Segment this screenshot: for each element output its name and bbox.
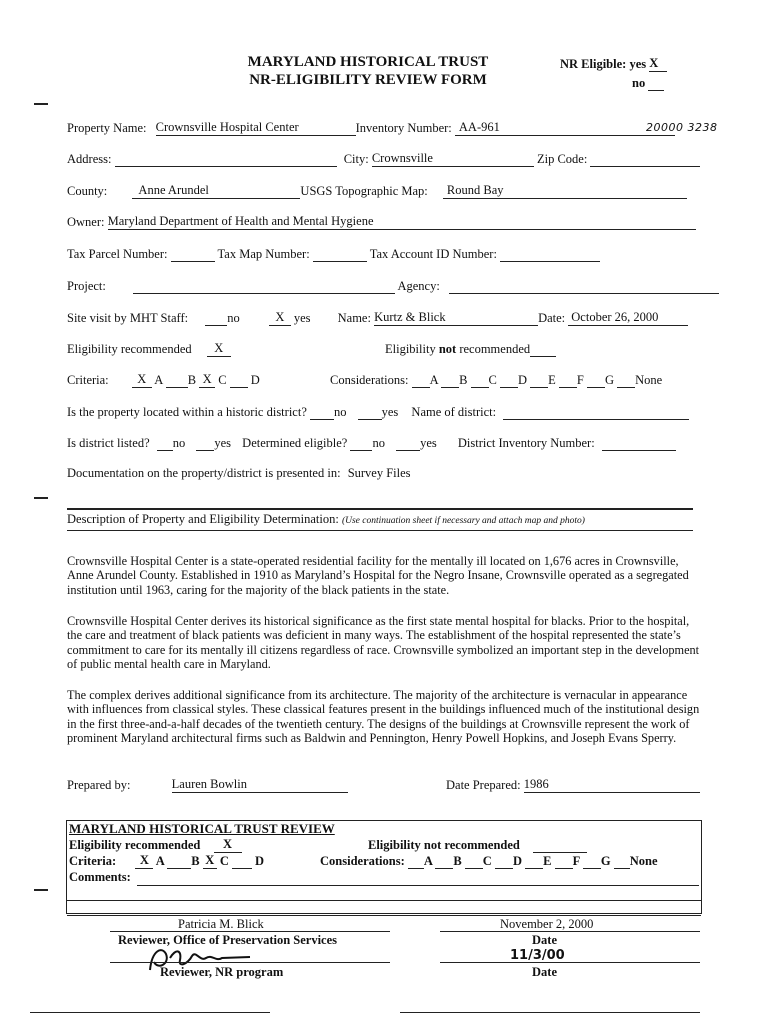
inventory-number-value: AA-961 [458,120,500,134]
considerations-label: Considerations: [330,373,409,387]
project-field[interactable] [133,278,395,294]
district-listed-yes-field[interactable] [196,435,214,451]
cons-e: E [548,373,556,387]
property-name-value: Crownsville Hospital Center [155,120,299,134]
form-title-line2: NR-ELIGIBILITY REVIEW FORM [249,72,487,88]
review-cons-a-field[interactable] [408,853,424,869]
inventory-number-label: Inventory Number: [355,121,452,135]
date-prepared-label: Date Prepared: [446,778,521,792]
tax-account-label: Tax Account ID Number: [369,247,497,261]
cons-a: A [429,373,438,387]
county-label: County: [67,184,108,198]
review-cons-none-field[interactable] [614,853,630,869]
zip-field[interactable] [590,151,700,167]
margin-mark [34,497,48,499]
review-criteria-b: B [191,854,200,868]
date-prepared-value: 1986 [523,777,549,791]
comments-line-1[interactable] [137,885,699,886]
review-criteria-label: Criteria: [69,854,117,868]
review-cons-a: A [423,854,433,868]
district-inventory-field[interactable] [602,435,676,451]
district-listed-question: Is district listed? [67,436,150,450]
review-heading: MARYLAND HISTORICAL TRUST REVIEW [69,821,335,836]
date-label: Date: [538,311,566,325]
criteria-a-label: A [154,373,163,387]
cons-d: D [518,373,528,387]
description-paragraph-2: Crownsville Hospital Center derives its historical significance as the first state mental hospital for blacks. Prior to the hospital, the care and treatment of black patients was deficient in many ways. The establishment of the hospital represented the state’s commitment to care for its mentally ill citizens regardless of race. Crownsville symbolized an important step in the development of public mental health care in Maryland. [67,614,700,672]
criteria-c-label: C [218,373,227,387]
eligibility-not-pre: Eligibility [385,342,436,356]
cons-f-field[interactable] [559,372,577,388]
city-value: Crownsville [371,151,433,165]
description-paragraph-3: The complex derives additional significance from its architecture. The majority of the architecture is vernacular in appearance with influences from classical styles. These classical features present in the buildings influenced much of the institutional design in the first three-and-a-half decades of the twentieth century. The designs of the buildings at Crownsville represent the work of prominent Maryland architectural firms such as Baldwin and Pennington, Henry Powell Hopkins, and Joseph Evans Sperry. [67,688,700,746]
review-eligibility-not-label: Eligibility not recommended [368,838,520,852]
row-site-visit [67,310,688,326]
criteria-c-mark: X [202,372,212,386]
row-prepared-by [67,777,348,793]
district-listed-yes-label: yes [214,436,232,450]
review-criteria-c: C [219,854,229,868]
review-criteria-c-mark: X [205,853,215,867]
historic-no-field[interactable] [310,404,334,420]
city-field[interactable] [372,151,534,167]
site-visit-no-label: no [227,311,240,325]
documentation-label: Documentation on the property/district is presented in: [67,466,341,480]
name-field[interactable] [374,310,538,326]
usgs-field[interactable] [443,183,687,199]
cons-b: B [459,373,468,387]
handwritten-number: 20000 3238 [646,121,718,134]
district-inventory-label: District Inventory Number: [457,436,595,450]
cons-none: None [635,373,663,387]
row-county [67,183,687,199]
description-heading [67,512,585,527]
nr-eligible-yes-mark: X [649,56,659,70]
criteria-label: Criteria: [67,373,109,387]
review-row-eligibility-not [368,837,587,853]
row-tax [67,246,600,262]
tax-map-field[interactable] [313,246,367,262]
cons-c: C [488,373,497,387]
date-label-1: Date [532,933,557,947]
tax-map-label: Tax Map Number: [217,247,310,261]
review-cons-g-field[interactable] [583,853,601,869]
row-historic-district [67,404,689,420]
review-criteria-a: A [155,854,165,868]
reviewer-name: Patricia M. Blick [178,917,264,931]
review-cons-g: G [600,854,611,868]
prepared-by-label: Prepared by: [67,778,131,792]
row-owner [67,214,696,230]
property-name-label: Property Name: [67,121,147,135]
site-visit-no-field[interactable] [205,310,227,326]
description-paragraph-1: Crownsville Hospital Center is a state-operated residential facility for the mentally ill located on 1,676 acres in Crownsville, Anne Arundel County. Established in 1910 as Maryland’s Hospital for the Negro Insane, Crownsville operated as a segregated institution until 1963, caring for the majority of the black patients in the state. [67,554,689,597]
criteria-d-label: D [250,373,260,387]
review-row-considerations [320,853,658,869]
section-divider [67,508,693,510]
district-listed-no-field[interactable] [157,435,173,451]
prepared-by-value: Lauren Bowlin [171,777,247,791]
margin-mark [34,889,48,891]
address-label: Address: [67,152,112,166]
historic-district-question: Is the property located within a historic district? [67,405,307,419]
reviewer-nr-label: Reviewer, NR program [160,965,284,979]
historic-yes-field[interactable] [358,404,382,420]
review-row-eligibility [69,837,242,853]
date-field[interactable] [568,310,688,326]
row-property [67,120,675,136]
review-cons-e-field[interactable] [525,853,543,869]
district-listed-no-label: no [172,436,186,450]
form-title-line1: MARYLAND HISTORICAL TRUST [247,54,489,70]
review-eligibility-recommended-field[interactable] [214,837,242,853]
nr-eligible-no [632,75,664,91]
description-heading-text: Description of Property and Eligibility Determination: [67,512,339,526]
eligibility-recommended-field[interactable] [207,341,231,357]
review-row-criteria [69,853,264,869]
cons-e-field[interactable] [530,372,548,388]
review-cons-c: C [482,854,492,868]
cons-c-field[interactable] [471,372,489,388]
prepared-by-field[interactable] [172,777,348,793]
eligibility-not-field[interactable] [530,341,556,357]
row-criteria [67,372,260,388]
review-eligibility-not-field[interactable] [533,837,587,853]
site-visit-label: Site visit by MHT Staff: [67,311,189,325]
review-cons-none: None [629,854,658,868]
review-criteria-d: D [254,854,265,868]
bottom-line [30,1012,270,1013]
review-criteria-a-field[interactable] [135,853,153,869]
review-eligibility-recommended-label: Eligibility recommended [69,838,201,852]
criteria-b-field[interactable] [166,372,188,388]
eligibility-not-bold: not [438,342,457,356]
name-label: Name: [337,311,371,325]
determined-no-field[interactable] [350,435,372,451]
determined-yes-label: yes [420,436,437,450]
name-of-district-field[interactable] [503,404,689,420]
cons-b-field[interactable] [441,372,459,388]
review-criteria-d-field[interactable] [232,853,252,869]
agency-label: Agency: [397,279,440,293]
eligibility-not-post: recommended [459,342,531,356]
eligibility-recommended-label: Eligibility recommended [67,342,192,356]
description-note: (Use continuation sheet if necessary and attach map and photo) [341,516,585,526]
determined-yes-field[interactable] [396,435,420,451]
date-line-nr [440,962,700,963]
date-label-2: Date [532,965,557,979]
bottom-line-right [400,1012,700,1013]
site-visit-yes-label: yes [293,311,311,325]
review-comments-label: Comments: [69,870,131,884]
nr-eligible-no-label: no [632,76,646,90]
cons-none-field[interactable] [617,372,635,388]
row-documentation [67,466,411,481]
project-label: Project: [67,279,106,293]
review-cons-c-field[interactable] [465,853,483,869]
reviewer-office-label: Reviewer, Office of Preservation Services [118,933,338,947]
review-cons-d: D [512,854,522,868]
row-eligibility [67,341,231,357]
criteria-a-mark: X [137,372,147,386]
criteria-b-label: B [187,373,197,387]
zip-label: Zip Code: [536,152,588,166]
review-criteria-b-field[interactable] [167,853,191,869]
site-visit-yes-mark: X [275,310,285,324]
eligibility-recommended-mark: X [214,341,224,355]
reviewer-name-line [110,931,390,932]
handwritten-date: 11/3/00 [510,948,565,963]
usgs-value: Round Bay [446,183,504,197]
county-value: Anne Arundel [138,183,209,197]
nr-eligible-yes [560,56,667,72]
owner-field[interactable] [108,214,696,230]
site-visit-yes-field[interactable] [269,310,291,326]
name-of-district-label: Name of district: [411,405,497,419]
tax-parcel-label: Tax Parcel Number: [67,247,168,261]
name-value: Kurtz & Blick [374,310,446,324]
review-cons-b-field[interactable] [435,853,453,869]
comments-line-2[interactable] [67,900,701,901]
row-project [67,278,719,294]
documentation-value: Survey Files [347,466,411,480]
signature-line-top [67,915,701,916]
review-cons-f-field[interactable] [555,853,573,869]
cons-a-field[interactable] [412,372,430,388]
owner-label: Owner: [67,215,105,229]
cons-g: G [605,373,615,387]
review-criteria-c-field[interactable] [203,853,217,869]
historic-yes-label: yes [381,405,399,419]
row-eligibility-not [385,341,556,357]
row-district-listed [67,435,676,451]
review-cons-b: B [453,854,462,868]
inventory-number-field[interactable] [455,120,675,136]
cons-g-field[interactable] [587,372,605,388]
tax-parcel-field[interactable] [171,246,215,262]
review-criteria-a-mark: X [139,853,149,867]
review-cons-d-field[interactable] [495,853,513,869]
review-cons-e: E [543,854,552,868]
review-cons-f: F [572,854,580,868]
address-field[interactable] [115,151,337,167]
determined-eligible-question: Determined eligible? [242,436,348,450]
date-value: October 26, 2000 [571,310,659,324]
nr-eligible-label: NR Eligible: yes [560,57,647,71]
row-date-prepared [446,777,700,793]
agency-field[interactable] [449,278,719,294]
row-considerations [330,372,662,388]
description-underline [67,530,693,531]
cons-d-field[interactable] [500,372,518,388]
city-label: City: [343,152,369,166]
tax-account-field[interactable] [500,246,600,262]
review-date-line [440,931,700,932]
cons-f: F [576,373,584,387]
criteria-a-field[interactable] [132,372,152,388]
signature-line-nr [110,962,390,963]
property-name-field[interactable] [156,120,356,136]
margin-mark [34,103,48,105]
determined-no-label: no [372,436,385,450]
county-field[interactable] [132,183,300,199]
date-prepared-field[interactable] [524,777,700,793]
row-address [67,151,700,167]
usgs-label: USGS Topographic Map: [300,184,428,198]
review-eligibility-recommended-mark: X [222,837,233,851]
review-considerations-label: Considerations: [320,854,405,868]
owner-value: Maryland Department of Health and Mental Hygiene [107,214,374,228]
historic-no-label: no [334,405,347,419]
criteria-d-field[interactable] [230,372,248,388]
criteria-c-field[interactable] [199,372,215,388]
review-date: November 2, 2000 [500,917,594,931]
